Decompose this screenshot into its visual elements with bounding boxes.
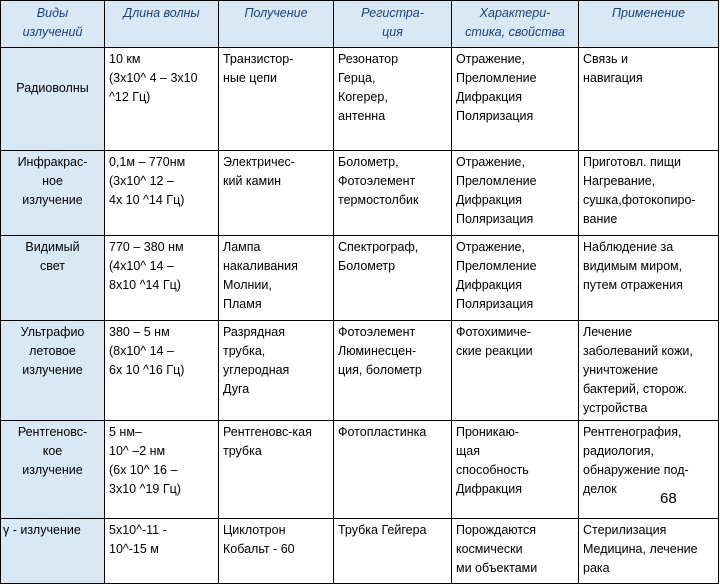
radiation-name: γ - излучение: [1, 519, 105, 584]
registration-cell: Фотопластинка: [334, 421, 452, 519]
header-radiation-type: Виды излучений: [1, 1, 105, 48]
table-row: [1, 151, 719, 236]
application-cell: Связь и навигация: [579, 48, 719, 151]
header-registration: Регистра- ция: [334, 1, 452, 48]
application-cell: Лечение заболеваний кожи, уничтожение бактерий, сторож. устройства: [579, 321, 719, 421]
source-cell: Рентгеновс-кая трубка: [219, 421, 334, 519]
properties-cell: Проникаю- щая способность Дифракция: [452, 421, 579, 519]
table-row: [1, 519, 719, 584]
source-cell: Разрядная трубка, углеродная Дуга: [219, 321, 334, 421]
radiation-name: Видимый свет: [1, 236, 105, 321]
source-cell: Транзистор- ные цепи: [219, 48, 334, 151]
header-properties: Характери- стика, свойства: [452, 1, 579, 48]
table-row: [1, 48, 719, 151]
radiation-name: Инфракрас- ное излучение: [1, 151, 105, 236]
table-row: [1, 321, 719, 421]
source-cell: Лампа накаливания Молнии, Пламя: [219, 236, 334, 321]
radiation-name: Ультрафио летовое излучение: [1, 321, 105, 421]
radiation-name: Рентгеновс- кое излучение: [1, 421, 105, 519]
properties-cell: Порождаются космически ми объектами: [452, 519, 579, 584]
application-cell: Стерилизация Медицина, лечение рака: [579, 519, 719, 584]
table-header: [1, 1, 719, 48]
registration-cell: Спектрограф, Болометр: [334, 236, 452, 321]
wavelength-cell: 5 нм– 10^ –2 нм (6х 10^ 16 – 3х10 ^19 Гц): [105, 421, 219, 519]
registration-cell: Трубка Гейгера: [334, 519, 452, 584]
radiation-name: Радиоволны: [1, 48, 105, 151]
page-number: 68: [660, 490, 677, 507]
wavelength-cell: 380 – 5 нм (8х10^ 14 – 6х 10 ^16 Гц): [105, 321, 219, 421]
properties-cell: Отражение, Преломление Дифракция Поляризация: [452, 151, 579, 236]
properties-cell: Отражение, Преломление Дифракция Поляризация: [452, 48, 579, 151]
registration-cell: Болометр, Фотоэлемент термостолбик: [334, 151, 452, 236]
header-application: Применение: [579, 1, 719, 48]
wavelength-cell: 770 – 380 нм (4х10^ 14 – 8х10 ^14 Гц): [105, 236, 219, 321]
source-cell: Электричес- кий камин: [219, 151, 334, 236]
wavelength-cell: 10 км (3х10^ 4 – 3х10 ^12 Гц): [105, 48, 219, 151]
application-cell: Наблюдение за видимым миром, путем отражения: [579, 236, 719, 321]
table-row: [1, 421, 719, 519]
wavelength-cell: 5х10^-11 - 10^-15 м: [105, 519, 219, 584]
registration-cell: Фотоэлемент Люминесцен- ция, болометр: [334, 321, 452, 421]
wavelength-cell: 0,1м – 770нм (3х10^ 12 – 4х 10 ^14 Гц): [105, 151, 219, 236]
source-cell: Циклотрон Кобальт - 60: [219, 519, 334, 584]
header-source: Получение: [219, 1, 334, 48]
table-row: [1, 236, 719, 321]
application-cell: Рентгенография, радиология, обнаружение под- делок: [579, 421, 719, 519]
properties-cell: Фотохимиче- ские реакции: [452, 321, 579, 421]
application-cell: Приготовл. пищи Нагревание, сушка,фотокопиро- вание: [579, 151, 719, 236]
properties-cell: Отражение, Преломление Дифракция Поляризация: [452, 236, 579, 321]
header-wavelength: Длина волны: [105, 1, 219, 48]
registration-cell: Резонатор Герца, Когерер, антенна: [334, 48, 452, 151]
